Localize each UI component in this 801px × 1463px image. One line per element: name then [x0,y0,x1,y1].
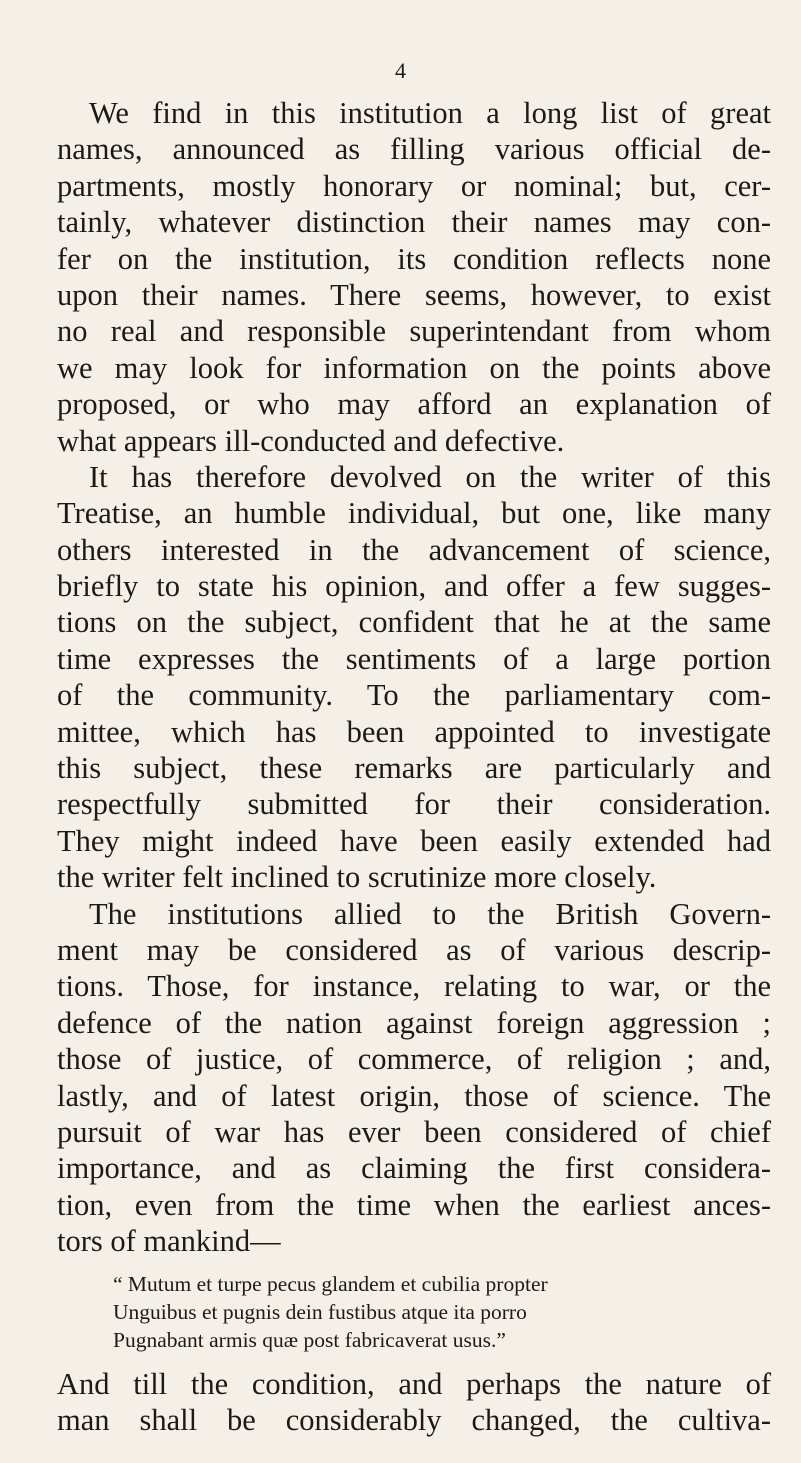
text-line: ment may be considered as of various descrip- [57,932,771,967]
text-line: proposed, or who may afford an explanation of [57,387,771,422]
text-line: this subject, these remarks are particularly and [57,751,771,786]
text-line: tions. Those, for instance, relating to war, or the [57,969,771,1004]
text-line: upon their names. There seems, however, to exist [57,277,771,312]
text-line: tors of mankind— [57,1224,281,1259]
paragraph-2 [57,459,771,896]
quote-line: “ Mutum et turpe pecus glandem et cubilia propter [113,1271,548,1296]
paragraph-4 [57,1366,771,1439]
text-line: tion, even from the time when the earliest ances- [57,1187,771,1222]
text-line: Treatise, an humble individual, but one, like many [57,496,771,531]
text-line: pursuit of war has ever been considered of chief [57,1114,771,1149]
text-line: They might indeed have been easily extended had [57,823,771,858]
text-line: the writer felt inclined to scrutinize more closely. [57,860,657,895]
text-line: defence of the nation against foreign aggression ; [57,1005,771,1040]
text-line: The institutions allied to the British Govern- [89,896,771,931]
text-line: time expresses the sentiments of a large portion [57,641,771,676]
text-line: lastly, and of latest origin, those of science. The [57,1078,771,1113]
text-line: It has therefore devolved on the writer of this [89,459,771,494]
text-line: mittee, which has been appointed to investigate [57,714,771,749]
text-line: And till the condition, and perhaps the nature of [57,1366,771,1401]
text-line: what appears ill-conducted and defective. [57,423,565,458]
latin-quotation [113,1270,771,1354]
text-line: others interested in the advancement of science, [57,532,771,567]
text-line: tions on the subject, confident that he at the same [57,605,771,640]
text-line: tainly, whatever distinction their names may con- [57,205,771,240]
quote-line: Pugnabant armis quæ post fabricaverat usus.” [113,1327,506,1352]
text-line: names, announced as filling various official de- [57,132,771,167]
page-number: 4 [395,58,406,83]
text-line: respectfully submitted for their consideration. [57,787,771,822]
paragraph-3 [57,896,771,1260]
text-line: partments, mostly honorary or nominal; but, cer- [57,168,771,203]
text-line: We find in this institution a long list of great [89,96,771,130]
paragraph-1 [57,95,771,459]
text-line: importance, and as claiming the first considera- [57,1151,771,1186]
text-line: no real and responsible superintendant from whom [57,314,771,349]
body-text [57,95,771,1438]
text-line: fer on the institution, its condition reflects none [57,241,771,276]
text-line: those of justice, of commerce, of religion ; and, [57,1042,771,1077]
text-line: briefly to state his opinion, and offer a few sugges- [57,569,771,604]
text-line: man shall be considerably changed, the cultiva- [57,1402,771,1437]
quote-line: Unguibus et pugnis dein fustibus atque ita porro [113,1299,527,1324]
text-line: of the community. To the parliamentary com- [57,678,771,713]
text-line: we may look for information on the points above [57,350,771,385]
